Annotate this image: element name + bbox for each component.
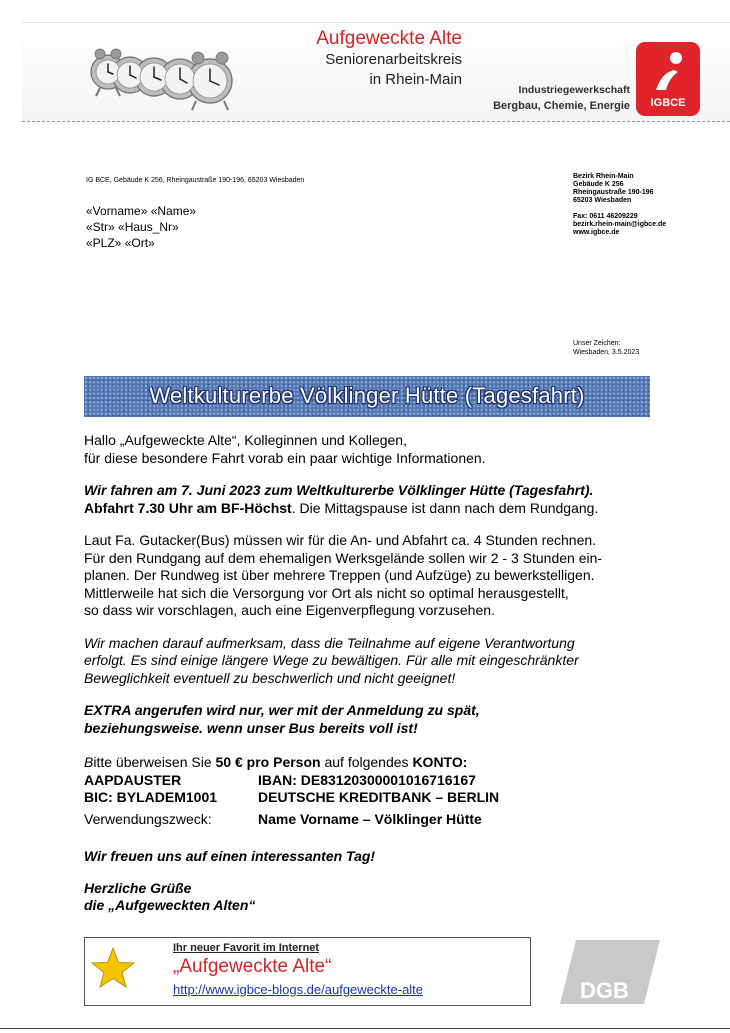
- district-building: Gebäude K 256: [573, 181, 624, 188]
- payment-intro-initial: B: [84, 754, 94, 770]
- district-street: Rheingaustraße 190-196: [573, 189, 654, 196]
- info-line: Laut Fa. Gutacker(Bus) müssen wir für die An- und Abfahrt ca. 4 Stunden rechnen.: [84, 532, 597, 548]
- info-line: planen. Der Rundweg ist über mehrere Treppen (und Aufzüge) zu bewerkstelligen.: [84, 567, 595, 583]
- alarm-clocks-image: [86, 38, 246, 114]
- letterhead-divider: [22, 121, 730, 122]
- title-banner: [84, 376, 650, 417]
- closing-signature: die „Aufgeweckten Alten“: [84, 897, 256, 913]
- info-line: Mittlerweile hat sich die Versorgung vor Ort als nicht so optimal herausgestellt,: [84, 584, 569, 601]
- dgb-logo-icon: [558, 940, 660, 1004]
- district-email: bezirk.rhein-main@igbce.de: [573, 221, 667, 228]
- letter-body: [84, 432, 684, 737]
- iban: IBAN: DE83120300001016716167: [258, 771, 476, 788]
- recipient-name: «Vorname» «Name»: [86, 204, 197, 218]
- greeting-line-1: Hallo „Aufgeweckte Alte“, Kolleginnen und Kollegen,: [84, 432, 407, 448]
- departure-time: Abfahrt 7.30 Uhr am BF-Höchst: [84, 499, 292, 516]
- extra-line: beziehungsweise. wenn unser Bus bereits voll ist!: [84, 719, 418, 736]
- sender-line: IG BCE, Gebäude K 256, Rheingaustraße 190-196, 65203 Wiesbaden: [86, 177, 305, 184]
- favorite-title: Ihr neuer Favorit im Internet: [173, 942, 320, 954]
- departure-line: [84, 500, 684, 518]
- brand-title: Aufgeweckte Alte: [316, 28, 462, 49]
- payment-block: [84, 754, 500, 829]
- payment-intro-mid: auf folgendes: [320, 754, 413, 770]
- brand-block: [282, 28, 462, 90]
- purpose-label: Verwendungszweck:: [84, 810, 212, 827]
- favorite-url-link[interactable]: http://www.igbce-blogs.de/aufgeweckte-alte: [173, 982, 424, 997]
- brand-subtitle: Seniorenarbeitskreis: [325, 51, 462, 68]
- payment-amount: 50 € pro Person: [215, 754, 321, 770]
- reference-block: [573, 339, 639, 357]
- brand-region: in Rhein-Main: [369, 71, 462, 88]
- extra-line: EXTRA angerufen wird nur, wer mit der Anmeldung zu spät,: [84, 702, 480, 718]
- igbce-logo-icon: [636, 42, 700, 116]
- account-name: AAPDAUSTER: [84, 771, 182, 788]
- info-line: so dass wir vorschlagen, auch eine Eigenverpflegung vorzusehen.: [84, 602, 495, 618]
- footer-divider: [0, 1028, 730, 1029]
- notice-line: erfolgt. Es sind einige längere Wege zu bewältigen. Für alle mit eingeschränkter: [84, 652, 579, 668]
- bank-row: [84, 789, 500, 807]
- departure-rest: . Die Mittagspause ist dann nach dem Rundgang.: [291, 499, 599, 516]
- recipient-city: «PLZ» «Ort»: [86, 236, 155, 250]
- closing-line: Wir freuen uns auf einen interessanten Tag!: [84, 848, 376, 864]
- favorite-name: „Aufgeweckte Alte“: [173, 956, 332, 977]
- notice-line: Wir machen darauf aufmerksam, dass die Teilnahme auf eigene Verantwortung: [84, 634, 575, 651]
- star-icon: [90, 945, 136, 991]
- bic: BIC: BYLADEM1001: [84, 789, 218, 805]
- info-line: Für den Rundgang auf dem ehemaligen Werksgelände sollen wir 2 - 3 Stunden ein-: [84, 549, 603, 566]
- district-web: www.igbce.de: [573, 229, 620, 236]
- notice-line: Beweglichkeit eventuell zu beschwerlich und nicht geeignet!: [84, 669, 456, 686]
- favorite-box: [84, 937, 531, 1006]
- purpose-value: Name Vorname – Völklinger Hütte: [258, 810, 482, 827]
- union-name: [480, 82, 630, 114]
- union-line-1: Industriegewerkschaft: [518, 84, 630, 96]
- district-city: 65203 Wiesbaden: [573, 197, 632, 204]
- recipient-street: «Str» «Haus_Nr»: [86, 220, 179, 234]
- recipient-address: [86, 203, 196, 251]
- reference-label: Unser Zeichen:: [573, 340, 621, 347]
- reference-date: Wiesbaden, 3.5.2023: [573, 349, 640, 356]
- bank-name: DEUTSCHE KREDITBANK – BERLIN: [258, 789, 500, 805]
- closing-block: [84, 848, 375, 915]
- district-address: [573, 173, 666, 237]
- payment-intro-text: itte überweisen Sie: [93, 754, 216, 770]
- union-line-2: Bergbau, Chemie, Energie: [493, 100, 630, 112]
- account-row: [84, 771, 476, 790]
- banner-title: Weltkulturerbe Völklinger Hütte (Tagesfahrt): [149, 383, 585, 408]
- konto-label: KONTO:: [412, 754, 468, 770]
- payment-intro: [84, 754, 467, 772]
- trip-date-line: Wir fahren am 7. Juni 2023 zum Weltkulturerbe Völklinger Hütte (Tagesfahrt).: [84, 482, 594, 498]
- dgb-logo-text: DGB: [580, 978, 629, 1003]
- closing-regards: Herzliche Grüße: [84, 879, 192, 896]
- greeting-line-2: für diese besondere Fahrt vorab ein paar wichtige Informationen.: [84, 449, 486, 466]
- igbce-figure-icon: [636, 42, 700, 98]
- purpose-row: [84, 807, 482, 829]
- district-fax: Fax: 0611 46209229: [573, 213, 638, 220]
- district-name: Bezirk Rhein-Main: [573, 173, 634, 180]
- igbce-logo-text: IGBCE: [650, 97, 686, 109]
